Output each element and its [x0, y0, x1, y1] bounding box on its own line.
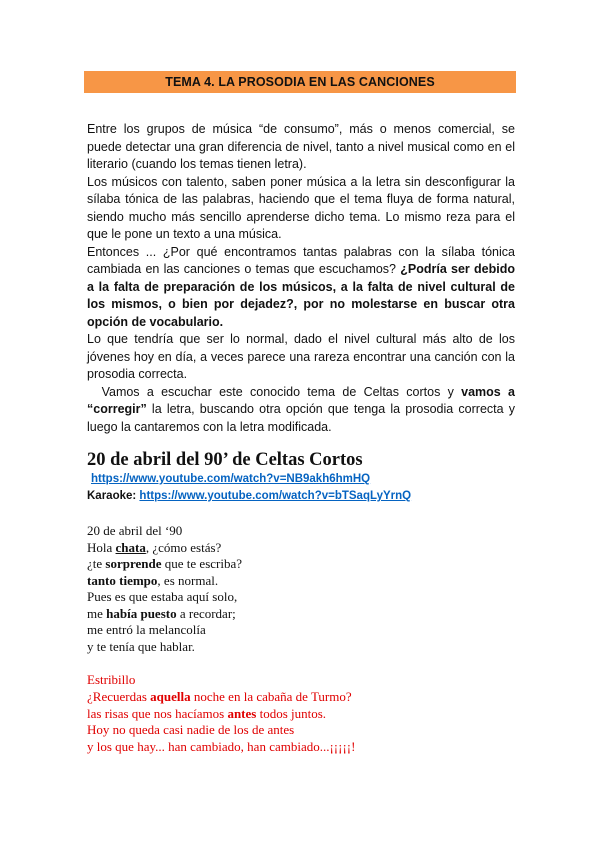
lyric-emphasis: chata — [115, 539, 146, 555]
lyric-line: me entró la melancolía — [87, 622, 206, 637]
lyric-line: Pues es que estaba aquí solo, — [87, 589, 238, 604]
song-title: 20 de abril del 90’ de Celtas Cortos — [87, 450, 363, 470]
lyrics-block — [87, 523, 242, 655]
chorus-text: ¿Recuerdas — [87, 688, 151, 704]
lyric-line: y te tenía que hablar. — [87, 638, 195, 654]
lyric-text: , ¿cómo estás? — [145, 539, 222, 555]
lyric-emphasis: tanto tiempo — [87, 572, 158, 588]
chorus-line: Hoy no queda casi nadie de los de antes — [87, 722, 295, 738]
intro-paragraph: Entre los grupos de música “de consumo”, más o menos comercial, se puede detectar una gran diferencia de nivel, tanto a nivel musical como en el literario (cuando los temas tienen letra). — [87, 122, 515, 171]
lyric-emphasis: sorprende — [105, 556, 162, 571]
chorus-line — [87, 706, 355, 723]
chorus-emphasis: antes — [227, 705, 257, 721]
lyric-line — [87, 556, 242, 573]
page-title: TEMA 4. LA PROSODIA EN LAS CANCIONES — [84, 71, 516, 93]
lyric-line — [87, 573, 242, 590]
lyric-text: Hola — [87, 539, 116, 555]
intro-text-part: la letra, buscando otra opción que tenga la prosodia correcta y luego la cantaremos con la letra modificada. — [87, 402, 515, 434]
intro-paragraph — [87, 244, 515, 332]
lyric-text: me — [87, 605, 107, 621]
lyric-text: a recordar; — [176, 605, 236, 621]
youtube-link[interactable]: https://www.youtube.com/watch?v=NB9akh6hmHQ — [91, 473, 371, 485]
intro-question-bold: ¿Podría ser debido a la falta de preparación de los músicos, a la falta de nivel cultural de los mismos, o bien por dejadez?, por no molestarse en buscar otra opción de vocabulario. — [87, 262, 515, 329]
chorus-emphasis: aquella — [150, 688, 191, 704]
lyric-line: 20 de abril del ‘90 — [87, 523, 183, 538]
lyric-line — [87, 606, 242, 623]
chorus-block — [87, 672, 355, 756]
lyric-emphasis: había puesto — [106, 605, 177, 621]
karaoke-label: Karaoke: — [87, 490, 140, 502]
chorus-line: y los que hay... han cambiado, han cambiado...¡¡¡¡¡! — [87, 739, 356, 755]
lyric-text: , es normal. — [157, 572, 219, 588]
chorus-label: Estribillo — [87, 672, 136, 687]
intro-text-part: Vamos a escuchar este conocido tema de Celtas cortos y — [87, 384, 462, 399]
intro-paragraph: Lo que tendría que ser lo normal, dado el nivel cultural más alto de los jóvenes hoy en día, a veces parece una rareza encontrar una canción con la prosodia correcta. — [87, 332, 515, 381]
intro-text — [87, 121, 515, 436]
chorus-text: las risas que nos hacíamos — [87, 705, 228, 721]
chorus-text: todos juntos. — [256, 705, 327, 721]
lyric-text: que te escriba? — [161, 556, 242, 571]
intro-paragraph: Los músicos con talento, saben poner música a la letra sin desconfigurar la sílaba tónica de las palabras, haciendo que el tema fluya de forma natural, siendo mucho más sencillo aprenderse dicho tema. Lo mismo reza para el que le pone un texto a una música. — [87, 174, 515, 241]
lyric-line — [87, 540, 242, 557]
karaoke-link[interactable]: https://www.youtube.com/watch?v=bTSaqLyYrnQ — [139, 490, 412, 502]
lyric-text: ¿te — [87, 556, 106, 571]
chorus-text: noche en la cabaña de Turmo? — [190, 688, 352, 704]
song-links — [87, 471, 411, 505]
intro-emphasis: vamos a “corregir” — [87, 384, 515, 416]
intro-paragraph — [87, 384, 515, 437]
intro-question: Entonces ... ¿Por qué encontramos tantas palabras con la sílaba tónica cambiada en las canciones o temas que escuchamos? — [87, 244, 515, 276]
chorus-line — [87, 689, 355, 706]
